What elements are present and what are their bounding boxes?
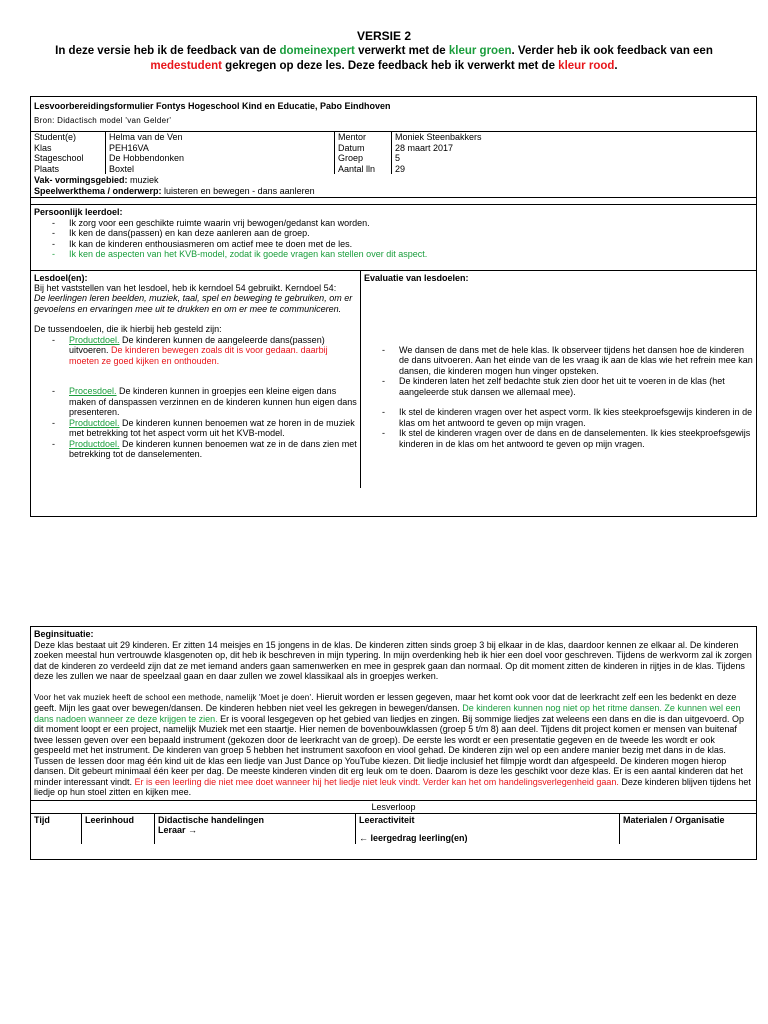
evaluatie-section — [361, 271, 756, 488]
doel-type: Productdoel. — [69, 438, 120, 449]
lesverloop-title: Lesverloop — [31, 800, 756, 813]
evaluatie-title: Evaluatie van lesdoelen: — [364, 272, 469, 283]
info-cell: Boxtel — [106, 164, 335, 175]
evaluatie-1: - We dansen de dans met de hele klas. Ik observeer tijdens het dansen hoe de kinderen de dans uitvoeren. Aan het einde van de les vraag ik aan de klas wie het refrein mee kan dansen, die kinderen mogen hun vinger opsteken. — [364, 345, 753, 377]
beginsituatie-p2 — [34, 692, 753, 798]
intro-domeinexpert: domeinexpert — [279, 45, 355, 57]
tussendoel-1 — [34, 335, 357, 367]
lesdoel-section — [31, 271, 361, 488]
persoonlijk-title: Persoonlijk leerdoel: — [34, 207, 123, 217]
doel-text: De kinderen kunnen benoemen wat ze in de dans zien met betrekking tot de danselementen. — [69, 438, 357, 459]
info-cell: Helma van de Ven — [106, 132, 335, 143]
doel-text: De kinderen kunnen de aangeleerde dans(passen) uitvoeren. — [69, 334, 325, 355]
beginsituatie-title: Beginsituatie: — [34, 629, 94, 639]
kerndoel-text: De leerlingen leren beelden, muziek, taal, spel en beweging te gebruiken, om er gevoelens en ervaringen mee uit te drukken en om er mee te communiceren. — [34, 293, 353, 314]
info-row — [31, 164, 756, 175]
info-cell: De Hobbendonken — [106, 153, 335, 164]
beginsituatie-box — [30, 626, 757, 860]
para-text: Er is vooral lesgegeven op het gebied van liedjes en zingen. Bij sommige liedjes zat weleens een dans en die is dan uitgevoerd. Op dit moment loopt er een project, namelijk Muziek met een staartje. Hier nemen de bovenbouwklassen (groep 5 t/m 8) aan deel. Tijdens dit project komen er mensen van buitenaf twee lessen geven over een bepaald instrument (gekozen door de leerkracht van de groep). De eerste les wordt er een presentatie gegeven en de tweede les wordt er ook gespeeld met het instrument. De kinderen van groep 5 hebben het instrument saxofoon en viool gehad. De kinderen zijn wel op een andere manier bezig met dans in de klas. Tussen de lessen door mag één kind uit de klas een liedje van Just Dance op YouTube kiezen. Dit liedje inclusief het filmpje wordt dan afgespeeld. De kinderen mogen hierop dansen. Dit gebeurt minimaal één keer per dag. De meeste kinderen vinden dit erg leuk om te doen. Daarom is deze les geschikt voor deze klas. Er is een aantal kinderen dat het minder interessant vindt. — [34, 713, 744, 787]
tussendoel-4 — [34, 439, 357, 460]
leeractiviteit-label: Leeractiviteit — [359, 814, 415, 825]
info-cell: Plaats — [34, 163, 60, 174]
intro-text: gekregen op deze les. Deze feedback heb ik verwerkt met de — [221, 60, 559, 72]
lesverloop-table — [31, 800, 756, 844]
info-cell: 5 — [392, 153, 757, 164]
intro-heading — [20, 29, 748, 74]
doel-text: De kinderen kunnen in groepjes een kleine eigen dans maken of danspassen verzinnen en de kinderen kunnen hun eigen dans presenteren. — [69, 386, 357, 417]
beginsituatie-p1: Deze klas bestaat uit 29 kinderen. Er zitten 14 meisjes en 15 jongens in de klas. De kinderen zitten sinds groep 3 bij elkaar in de klas, daardoor kennen ze elkaar al. De kinderen zoeken meestal hun vertrouwde klasgenoten op, dit heb ik beschreven in mijn typering. In mijn overdenking heb ik hier een doel voor geschreven. Tijdens de werkvorm zal ik zorgen dat de kinderen zo verdeeld zijn dat ze met iemand anders gaan samenwerken en mee in gesprek gaan dan normaal. Op dit moment zitten de kinderen in rijtjes in de klas. Tijdens deze les zullen we naar de speelzaal gaan en daar zullen we zowel klassikaal als in groepjes werken. — [34, 639, 752, 681]
form-source: Bron: Didactisch model 'van Gelder' — [34, 116, 172, 125]
list-item: - Ik ken de aspecten van het KVB-model, zodat ik goede vragen kan stellen over dit aspect. — [34, 249, 753, 260]
leraar-label: Leraar → — [158, 824, 198, 835]
intro-text: . Verder heb ik ook feedback van een — [511, 45, 713, 57]
intro-text: In deze versie heb ik de feedback van de — [55, 45, 280, 57]
info-row — [31, 132, 756, 143]
col-leeractiviteit — [356, 813, 620, 844]
doel-feedback: De kinderen bewegen zoals dit is voor gedaan. daarbij moeten ze goed kijken en onthouden. — [69, 345, 328, 366]
methode-text: Voor het vak muziek heeft de school een methode, namelijk 'Moet je doen' — [34, 692, 312, 702]
feedback-green: De kinderen kunnen nog niet op het ritme dansen. Ze kunnen wel een dans nadoen wanneer ze deze krijgen te zien. — [34, 703, 741, 724]
info-cell: PEH16VA — [106, 143, 335, 154]
list-item: - Ik zorg voor een geschikte ruimte waarin vrij bewogen/gedanst kan worden. — [34, 218, 753, 229]
info-cell: Student(e) — [34, 132, 77, 142]
vak-label: Vak- vormingsgebied: — [34, 175, 128, 185]
vak-value: muziek — [127, 175, 159, 185]
intro-text: verwerkt met de — [354, 45, 449, 57]
doel-type: Productdoel. — [69, 417, 120, 428]
info-cell: Klas — [34, 142, 52, 153]
info-row — [31, 143, 756, 154]
persoonlijk-list — [34, 218, 753, 250]
doel-type: Productdoel. — [69, 334, 120, 345]
list-item: - Ik ken de dans(passen) en kan deze aanleren aan de groep. — [34, 228, 753, 239]
thema-label: Speelwerkthema / onderwerp: — [34, 185, 162, 196]
info-row — [31, 153, 756, 164]
form-title: Lesvoorbereidingsformulier Fontys Hogeschool Kind en Educatie, Pabo Eindhoven — [34, 101, 391, 111]
tussendoel-2 — [34, 386, 357, 418]
thema-value: luisteren en bewegen - dans aanleren — [161, 185, 315, 196]
intro-line-1 — [20, 44, 748, 59]
info-cell: Datum — [335, 143, 392, 154]
lesson-form — [30, 96, 757, 517]
para-text: . Hieruit worden er lessen gegeven, maar het komt ook voor dat de leerkracht zelf een les bedenkt en deze geeft. Mijn les gaat over bewegen/dansen. De kinderen hebben niet veel les gekregen in bewegen/dansen. — [34, 691, 737, 713]
info-cell: Moniek Steenbakkers — [392, 132, 757, 143]
intro-kleur-groen: kleur groen — [448, 45, 512, 57]
doel-text: De kinderen kunnen benoemen wat ze horen in de muziek met betrekking tot het aspect vorm uit het KVB-model. — [69, 417, 355, 438]
beginsituatie-section — [31, 627, 756, 800]
intro-text: . — [614, 60, 618, 72]
info-cell: Stageschool — [34, 153, 84, 163]
evaluatie-2: - De kinderen laten het zelf bedachte stuk zien door het uit te voeren in de klas (het aangeleerde stuk dansen we allemaal mee). — [364, 376, 753, 397]
feedback-red: Er is een leerling die niet mee doet wanneer hij het liedje niet leuk vindt. Verder kan het om handelingsverlegenheid gaan. — [134, 776, 619, 787]
version-title: VERSIE 2 — [356, 29, 412, 43]
col-tijd: Tijd — [31, 813, 82, 844]
tussendoelen-intro: De tussendoelen, die ik hierbij heb gesteld zijn: — [34, 324, 222, 334]
lesdoel-title: Lesdoel(en): — [34, 272, 88, 283]
tussendoel-3 — [34, 418, 357, 439]
info-cell: Groep — [335, 153, 392, 164]
vak-row — [31, 174, 756, 197]
lesdoel-intro: Bij het vaststellen van het lesdoel, heb ik kerndoel 54 gebruikt. Kerndoel 54: — [34, 282, 337, 293]
col-materialen: Materialen / Organisatie — [620, 813, 757, 844]
evaluatie-4: - Ik stel de kinderen vragen over de dans en de danselementen. Ik kies steekproefsgewijs kinderen in de klas om het antwoord te geven op mijn vragen. — [364, 428, 753, 449]
evaluatie-3: - Ik stel de kinderen vragen over het aspect vorm. Ik kies steekproefsgewijs kinderen in de klas om het antwoord te geven op mijn vragen. — [364, 407, 753, 428]
leergedrag-label: ← leergedrag leerling(en) — [359, 832, 468, 843]
info-cell: Aantal lln — [335, 164, 392, 175]
intro-medestudent: medestudent — [150, 60, 222, 72]
doel-type: Procesdoel. — [69, 386, 117, 396]
info-cell: 29 — [392, 164, 757, 175]
col-didactische — [155, 813, 356, 844]
list-item: - Ik kan de kinderen enthousiasmeren om actief mee te doen met de les. — [34, 239, 753, 250]
para-text: Deze kinderen blijven tijdens het liedje op hun stoel zitten en kijken mee. — [34, 776, 751, 797]
info-table — [31, 132, 756, 174]
intro-line-2 — [20, 59, 748, 74]
info-cell: Mentor — [335, 132, 392, 143]
col-leerinhoud: Leerinhoud — [82, 813, 155, 844]
intro-kleur-rood: kleur rood — [558, 60, 615, 72]
persoonlijk-section — [31, 205, 756, 262]
didactische-label: Didactische handelingen — [158, 814, 265, 825]
info-cell: 28 maart 2017 — [392, 143, 757, 154]
